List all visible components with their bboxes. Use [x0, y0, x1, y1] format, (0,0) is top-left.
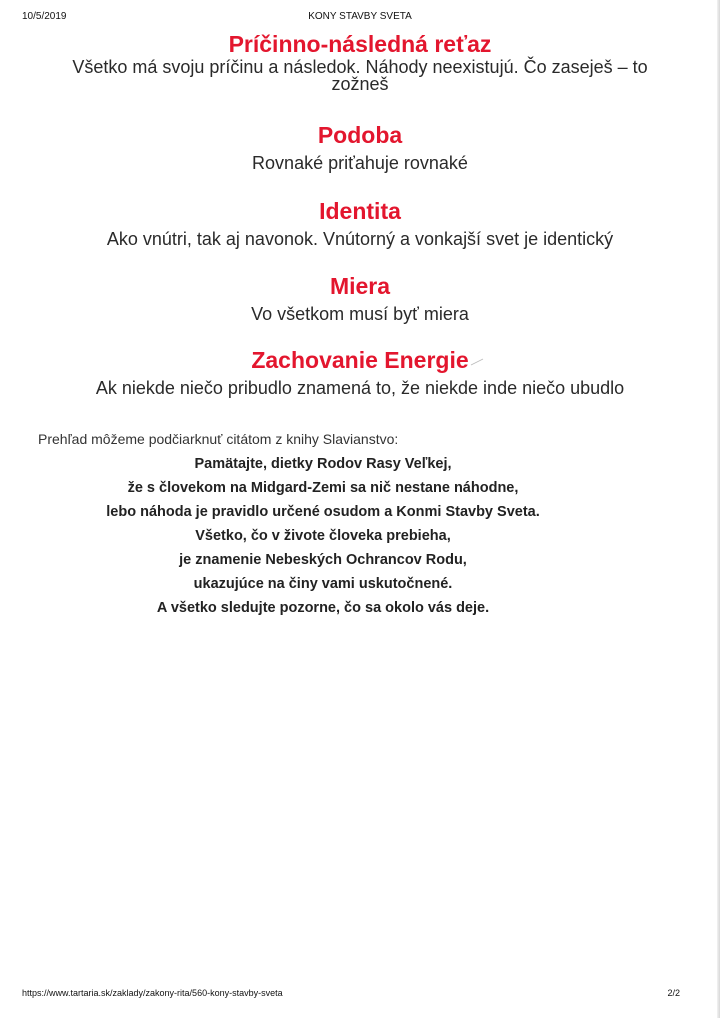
quote-line: je znamenie Nebeských Ochrancov Rodu,	[179, 552, 467, 568]
law-section-similarity	[0, 122, 720, 172]
header-title: KONY STAVBY SVETA	[308, 11, 412, 22]
law-title: Identita	[319, 198, 401, 224]
quote-line: Všetko, čo v živote človeka prebieha,	[195, 528, 451, 544]
book-quote	[0, 452, 646, 620]
law-section-energy-conservation	[0, 347, 720, 397]
header-date: 10/5/2019	[22, 11, 67, 22]
quote-line: že s človekom na Midgard-Zemi sa nič nestane náhodne,	[127, 480, 519, 496]
quote-intro: Prehľad môžeme podčiarknuť citátom z knihy Slavianstvo:	[38, 431, 399, 447]
law-description: Vo všetkom musí byť miera	[251, 304, 469, 324]
law-description: Všetko má svoju príčinu a následok. Náhody neexistujú. Čo zaseješ – to zožneš	[72, 57, 648, 94]
law-title: Zachovanie Energie	[251, 347, 469, 373]
law-description: Rovnaké priťahuje rovnaké	[252, 153, 468, 173]
law-title: Príčinno-následná reťaz	[228, 31, 492, 57]
law-section-measure	[0, 273, 720, 323]
quote-line: Pamätajte, dietky Rodov Rasy Veľkej,	[194, 456, 452, 472]
law-description: Ak niekde niečo pribudlo znamená to, že niekde inde niečo ubudlo	[95, 378, 625, 398]
quote-line: ukazujúce na činy vami uskutočnené.	[193, 576, 453, 592]
law-description: Ako vnútri, tak aj navonok. Vnútorný a vonkajší svet je identický	[106, 229, 614, 249]
footer-url: https://www.tartaria.sk/zaklady/zakony-rita/560-kony-stavby-sveta	[22, 988, 283, 998]
quote-line: lebo náhoda je pravidlo určené osudom a Konmi Stavby Sveta.	[106, 504, 540, 520]
law-title: Miera	[329, 273, 391, 299]
law-section-identity	[0, 198, 720, 248]
law-section-causal-chain	[0, 31, 720, 93]
law-title: Podoba	[317, 122, 403, 148]
footer-page-number: 2/2	[667, 988, 680, 998]
quote-line: A všetko sledujte pozorne, čo sa okolo vás deje.	[156, 600, 490, 616]
pen-mark-icon	[470, 357, 484, 367]
